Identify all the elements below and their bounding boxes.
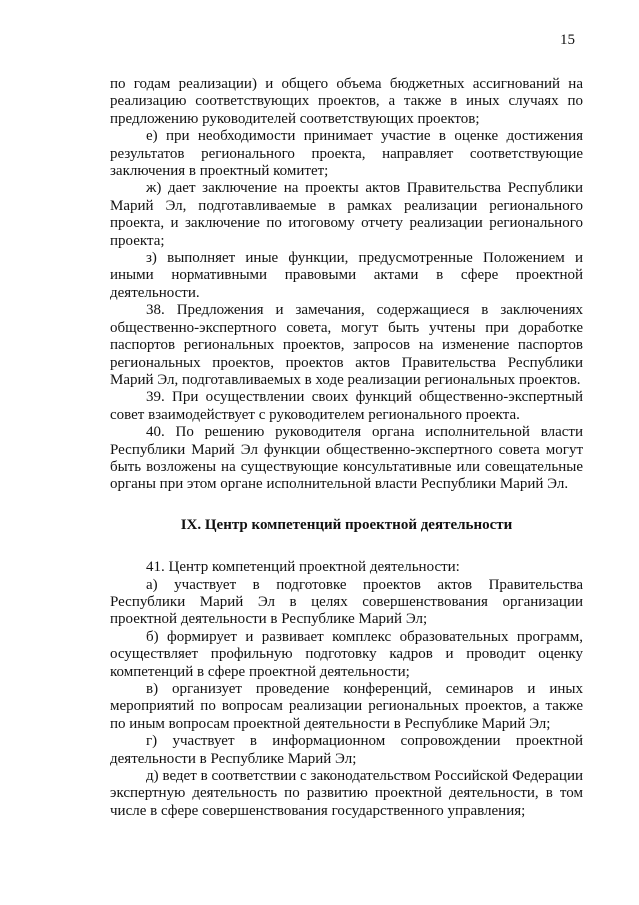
paragraph-continuation: по годам реализации) и общего объема бюджетных ассигнований на реализацию соответствующих проектов, а также в иных случаях по предложению руководителей соответствующих проектов;: [110, 76, 583, 127]
paragraph-39: 39. При осуществлении своих функций общественно-экспертный совет взаимодействует с руководителем регионального проекта.: [110, 389, 583, 423]
paragraph-item-b: б) формирует и развивает комплекс образовательных программ, осуществляет профильную подготовку кадров и проводит оценку компетенций в сфере проектной деятельности;: [110, 628, 583, 680]
page-number: 15: [560, 32, 575, 48]
paragraph-item-d: д) ведет в соответствии с законодательством Российской Федерации экспертную деятельность по развитию проектной деятельности, в том числе в сфере совершенствования государственного управления;: [110, 768, 583, 819]
paragraph-item-a: а) участвует в подготовке проектов актов Правительства Республики Марий Эл в целях совершенствования организации проектной деятельности в Республике Марий Эл;: [110, 576, 583, 628]
paragraph-40: 40. По решению руководителя органа исполнительной власти Республики Марий Эл функции общественно-экспертного совета могут быть возложены на существующие консультативные или совещательные органы при этом органе исполнительной власти Республики Марий Эл.: [110, 424, 583, 493]
paragraph-item-g: г) участвует в информационном сопровождении проектной деятельности в Республике Марий Эл;: [110, 733, 583, 767]
paragraph-38: 38. Предложения и замечания, содержащиеся в заключениях общественно-экспертного совета, могут быть учтены при доработке паспортов региональных проектов, запросов на изменение паспортов региональных проектов, проектов актов Правительства Республики Марий Эл, подготавливаемых в ходе реализации региональных проектов.: [110, 302, 583, 388]
paragraph-item-v: в) организует проведение конференций, семинаров и иных мероприятий по вопросам реализации региональных проектов, а также по иным вопросам проектной деятельности в Республике Марий Эл;: [110, 681, 583, 732]
paragraph-item-z: з) выполняет иные функции, предусмотренные Положением и иными нормативными правовыми актами в сфере проектной деятельности.: [110, 250, 583, 301]
section-heading: IX. Центр компетенций проектной деятельности: [180, 516, 513, 533]
paragraph-item-e: е) при необходимости принимает участие в оценке достижения результатов регионального проекта, направляет соответствующие заключения в проектный комитет;: [110, 128, 583, 180]
paragraph-41: 41. Центр компетенций проектной деятельности:: [146, 559, 460, 576]
paragraph-item-zh: ж) дает заключение на проекты актов Правительства Республики Марий Эл, подготавливаемые в рамках реализации регионального проекта, и заключение по итоговому отчету реализации регионального проекта;: [110, 180, 583, 249]
document-body: [110, 76, 583, 820]
